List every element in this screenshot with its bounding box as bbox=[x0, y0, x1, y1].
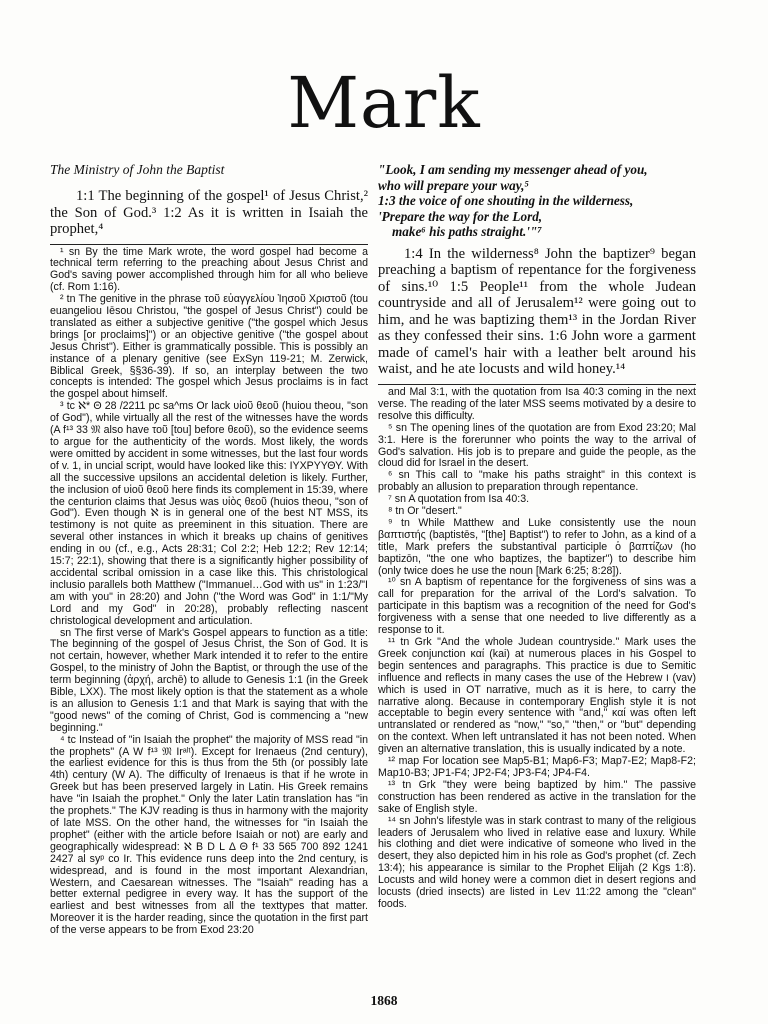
poetry-line: who will prepare your way,⁵ bbox=[378, 177, 529, 193]
poetry-line: 'Prepare the way for the Lord, bbox=[378, 208, 543, 224]
poetry-line: "Look, I am sending my messenger ahead of you, bbox=[378, 162, 648, 177]
footnote: ¹³ tn Grk "they were being baptized by him." The passive construction has been rendered as active in the translation for the sake of English style. bbox=[378, 778, 696, 815]
right-column bbox=[378, 162, 696, 911]
footnote-divider bbox=[50, 244, 368, 245]
footnote: and Mal 3:1, with the quotation from Isa 40:3 coming in the next verse. The reading of the later MSS seems motivated by a desire to resolve this difficulty. bbox=[378, 385, 696, 422]
poetry-line: make⁶ his paths straight.'"⁷ bbox=[392, 224, 542, 240]
footnote: ⁵ sn The opening lines of the quotation are from Exod 23:20; Mal 3:1. Here is the forerunner who points the way to the arrival of God's salvation. His job is to prepare and guide the people, as the cloud did for Israel in the desert. bbox=[378, 421, 696, 470]
section-heading: The Ministry of John the Baptist bbox=[50, 162, 225, 177]
footnote: ¹² map For location see Map5-B1; Map6-F3; Map7-E2; Map8-F2; Map10-B3; JP1-F4; JP2-F4; JP3-F4; JP4-F4. bbox=[378, 755, 696, 779]
footnote: ¹⁴ sn John's lifestyle was in stark contrast to many of the religious leaders of Jerusalem who lived in relative ease and luxury. While his clothing and diet were indicative of someone who lived in the desert, they also depicted him in his role as God's prophet (cf. Zech 13:4); his appearance is similar to the Prophet Elijah (2 Kgs 1:8). Locusts and wild honey were a common diet in desert regions and locusts (dried insects) are listed in Lev 11:22 among the "clean" foods. bbox=[378, 814, 696, 910]
left-column bbox=[50, 162, 368, 937]
verses-1-1-2: 1:1 The beginning of the gospel¹ of Jesus Christ,² the Son of God.³ 1:2 As it is written in Isaiah the prophet,⁴ bbox=[50, 188, 368, 237]
poetry-line: 1:3 the voice of one shouting in the wilderness, bbox=[378, 193, 634, 209]
verses-1-4-6: 1:4 In the wilderness⁸ John the baptizer⁹ began preaching a baptism of repentance for the forgiveness of sins.¹⁰ 1:5 People¹¹ from the whole Judean countryside and all of Jerusalem¹² were going out to him, and he was baptizing them¹³ in the Jordan River as they confessed their sins. 1:6 John wore a garment made of camel's hair with a leather belt around his waist, and he ate locusts and wild honey.¹⁴ bbox=[378, 245, 696, 378]
footnote: ⁸ tn Or "desert." bbox=[388, 505, 462, 518]
footnote: ³ tc ℵ* Θ 28 /2211 pc sa^ms Or lack υἱοῦ θεοῦ (huiou theou, "son of God"), while virtually all the rest of the witnesses have the words (A f¹³ 33 𝔐 also have τοῦ [tou] before θεοῦ), so the evidence seems to argue for the authenticity of the words. Most likely, the words were omitted by accident in some witnesses, but the last four words of v. 1, in uncial script, would have looked like this: ΙΥΧΡΥΥΘΥ. With all the successive upsilons an accidental deletion is likely. Further, the inclusion of υἱοῦ θεοῦ here finds its complement in 15:39, where the centurion claims that Jesus was υἱὸς θεοῦ (huios theou, "son of God"). Even though ℵ is in general one of the best NT MSS, its testimony is not quite as preeminent in this situation. There are several other instances in which it breaks up chains of genitives ending in ου (cf., e.g., Acts 28:31; Col 2:2; Heb 12:2; Rev 12:14; 15:7; 22:1), showing that there is a significantly higher possibility of accidental scribal omission in a case like this. This christological inclusio parallels both Matthew ("Immanuel…God with us" in 1:23/"I am with you" in 28:20) and John ("the Word was God" in 1:1/"My Lord and my God" in 20:28), probably reflecting nascent christological development and articulation. bbox=[50, 400, 368, 627]
footnote: sn The first verse of Mark's Gospel appears to function as a title: The beginning of the gospel of Jesus Christ, the Son of God. It is not certain, however, whether Mark intended it to refer to the entire Gospel, to the ministry of John the Baptist, or through the use of the term beginning (ἀρχή, archē) to allude to Genesis 1:1 (in the Greek Bible, LXX). The most likely option is that the statement as a whole is an allusion to Genesis 1:1 and that Mark is saying that with the "good news" of the coming of Christ, God is commencing a "new beginning." bbox=[50, 626, 368, 734]
quotation-poetry bbox=[378, 162, 696, 240]
footnote-divider bbox=[378, 384, 696, 385]
footnote: ⁶ sn This call to "make his paths straight" in this context is probably an allusion to preparation through repentance. bbox=[378, 469, 696, 494]
footnote: ¹⁰ sn A baptism of repentance for the forgiveness of sins was a call for preparation for the arrival of the Lord's salvation. To participate in this baptism was a recognition of the need for God's forgiveness with a sense that one needed to live differently as a response to it. bbox=[378, 576, 696, 637]
footnote: ⁷ sn A quotation from Isa 40:3. bbox=[388, 493, 530, 506]
footnote: ² tn The genitive in the phrase τοῦ εὐαγγελίου Ἰησοῦ Χριστοῦ (tou euangeliou Iēsou Christou, "the gospel of Jesus Christ") could be translated as either a subjective genitive ("the gospel which Jesus brings [or proclaims]") or an objective genitive ("the gospel about Jesus Christ"). Either is grammatically possible. This is possibly an instance of a plenary genitive (see ExSyn 119-21; M. Zerwick, Biblical Greek, §§36-39). If so, an interplay between the two concepts is intended: The gospel which Jesus proclaims is in fact the gospel about himself. bbox=[50, 293, 368, 401]
footnotes-right bbox=[378, 387, 696, 911]
footnote: ¹¹ tn Grk "And the whole Judean countryside." Mark uses the Greek conjunction καί (kai) at numerous places in his Gospel to begin sentences and paragraphs. This practice is due to Semitic influence and reflects in many cases the use of the Hebrew ו (vav) which is used in OT narrative, much as it is here, to carry the narrative along. Because in contemporary English style it is not acceptable to begin every sentence with "and," καί was often left untranslated or rendered as "now," "so," "then," or "but" depending on the context. When left untranslated it has not been noted. When given an alternative translation, this is usually indicated by a note. bbox=[378, 636, 696, 756]
footnote: ⁴ tc Instead of "in Isaiah the prophet" the majority of MSS read "in the prophets" (A W f¹³ 𝔐 Irᵃˡᵗ). Except for Irenaeus (2nd century), the earliest evidence for this is thus from the 5th (or possibly late 4th) century (W A). The difficulty of Irenaeus is that if he wrote in Greek but has been preserved largely in Latin. His Greek remains have "in Isaiah the prophet." Only the later Latin translation has "in the prophets." The KJV reading is thus in harmony with the majority of late MSS. On the other hand, the witnesses for "in Isaiah the prophet" (either with the article before Isaiah or not) are early and geographically widespread: ℵ B D L Δ Θ f¹ 33 565 700 892 1241 2427 al syᵖ co Ir. This evidence runs deep into the 2nd century, is widespread, and is found in the most important Alexandrian, Western, and Caesarean witnesses. The "Isaiah" reading has a better external pedigree in every way. It has the support of the earliest and best witnesses from all the texttypes that matter. Moreover it is the harder reading, since the quotation in the first part of the verse appears to be from Exod 23:20 bbox=[50, 733, 368, 937]
page-number: 1868 bbox=[370, 993, 398, 1008]
footnotes-left bbox=[50, 247, 368, 938]
footnote: ¹ sn By the time Mark wrote, the word gospel had become a technical term referring to the preaching about Jesus Christ and God's saving power accomplished through him for all who believe (cf. Rom 1:16). bbox=[50, 245, 368, 294]
footnote: ⁹ tn While Matthew and Luke consistently use the noun βαπτιστής (baptistēs, "[the] Baptist") to refer to John, as a kind of a title, Mark prefers the substantival participle ὁ βαπτίζων (ho baptizōn, "the one who baptizes, the baptizer") to describe him (only twice does he use the noun [Mark 6:25; 8:28]). bbox=[378, 516, 696, 577]
book-title: Mark bbox=[287, 62, 481, 144]
